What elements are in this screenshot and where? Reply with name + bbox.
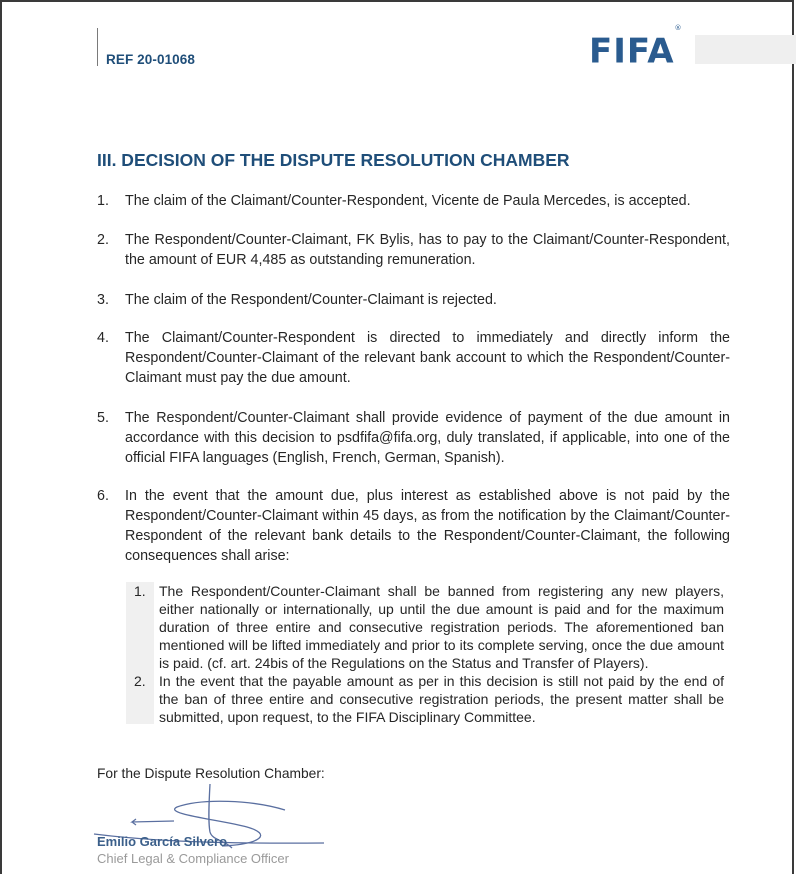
signer-title: Chief Legal & Compliance Officer [97, 851, 289, 866]
decision-item [97, 328, 730, 388]
item-number: 3. [97, 292, 109, 308]
item-text: The Respondent/Counter-Claimant, FK Bylis, has to pay to the Claimant/Counter-Respondent, the amount of EUR 4,485 as outstanding remuneration. [125, 232, 730, 268]
item-text: The claim of the Claimant/Counter-Respondent, Vicente de Paula Mercedes, is accepted. [125, 193, 691, 209]
signer-name: Emilio García Silvero [97, 834, 228, 849]
header-band [695, 35, 796, 64]
section-heading: III. DECISION OF THE DISPUTE RESOLUTION CHAMBER [97, 150, 570, 170]
item-number: 5. [97, 410, 109, 426]
fifa-logo [589, 24, 683, 72]
item-number: 1. [97, 193, 109, 209]
logo-text: FIFA [589, 31, 675, 72]
item-number: 6. [97, 488, 109, 504]
item-text: In the event that the payable amount as per in this decision is still not paid by the end of the ban of three entire and consecutive registration periods, the present matter shall be submitted, upon request, to the FIFA Disciplinary Committee. [159, 673, 724, 725]
item-number: 2. [97, 232, 109, 248]
item-number: 1. [134, 583, 146, 599]
consequences-list [126, 582, 724, 726]
header-divider [97, 28, 98, 66]
item-number: 2. [134, 673, 146, 689]
item-text: In the event that the amount due, plus interest as established above is not paid by the Respondent/Counter-Claimant within 45 days, as from the notification by the Claimant/Counter-Respondent of the relevant bank details to the Respondent/Counter-Claimant, the following consequences shall arise: [125, 488, 730, 564]
item-text: The Claimant/Counter-Respondent is directed to immediately and directly inform the Respondent/Counter-Claimant of the relevant bank account to which the Respondent/Counter-Claimant must pay the due amount. [125, 330, 730, 386]
decision-item [97, 191, 730, 211]
decision-item [97, 408, 730, 468]
consequence-item [126, 582, 724, 672]
item-text: The Respondent/Counter-Claimant shall be banned from registering any new players, either nationally or internationally, up until the due amount is paid and for the maximum duration of three entire and consecutive registration periods. The aforementioned ban mentioned will be lifted immediately and prior to its complete serving, once the due amount is paid. (cf. art. 24bis of the Regulations on the Status and Transfer of Players). [159, 583, 724, 671]
consequence-item [126, 672, 724, 726]
item-number: 4. [97, 330, 109, 346]
item-text: The Respondent/Counter-Claimant shall provide evidence of payment of the due amount in accordance with this decision to psdfifa@fifa.org, duly translated, if applicable, into one of the official FIFA languages (English, French, German, Spanish). [125, 410, 730, 466]
decision-item [97, 290, 730, 310]
item-text: The claim of the Respondent/Counter-Claimant is rejected. [125, 292, 497, 308]
registered-mark: ® [674, 24, 683, 32]
decision-item [97, 230, 730, 270]
decision-item [97, 486, 730, 566]
reference-number: REF 20-01068 [106, 52, 196, 67]
signature-intro: For the Dispute Resolution Chamber: [97, 766, 325, 781]
